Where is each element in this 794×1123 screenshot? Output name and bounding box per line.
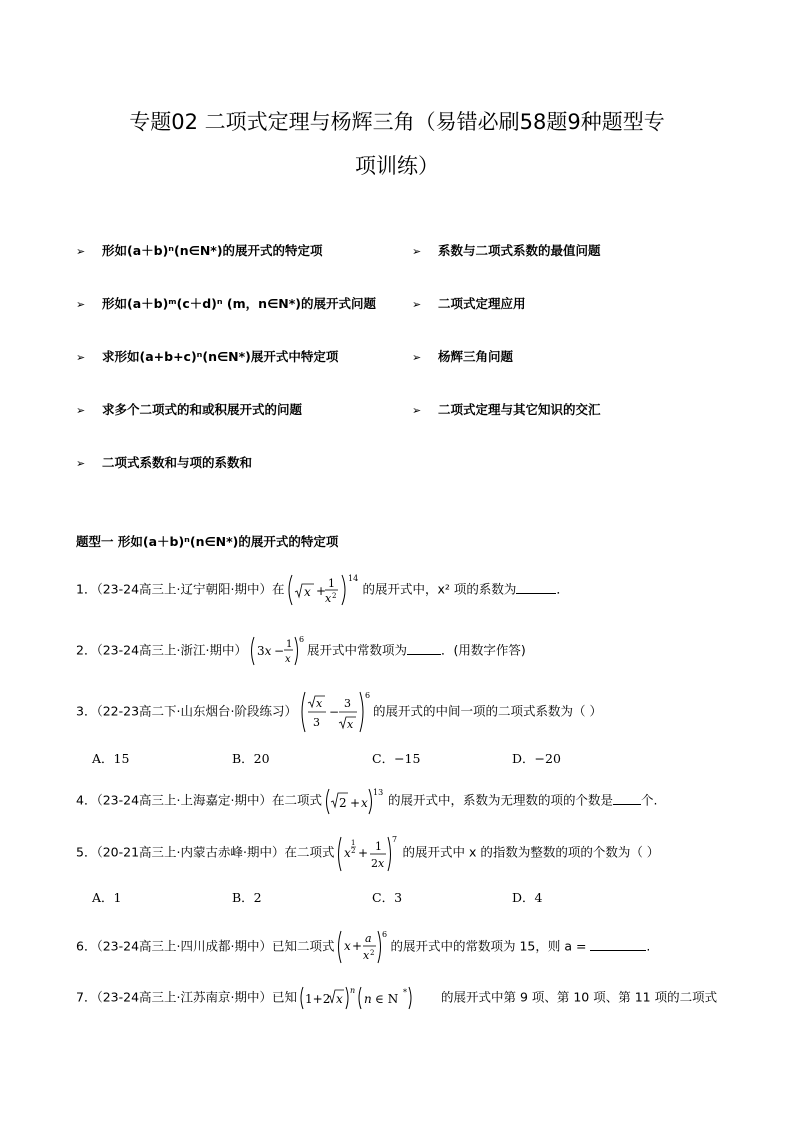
svg-text:x: x — [315, 697, 323, 710]
answer-blank[interactable] — [590, 938, 646, 951]
svg-text:*: * — [402, 988, 407, 997]
option-d[interactable]: D．−20 — [512, 751, 561, 766]
svg-text:1+2: 1+2 — [304, 992, 331, 1006]
svg-text:x: x — [304, 585, 312, 599]
svg-text:6: 6 — [298, 635, 305, 644]
svg-text:n: n — [363, 992, 372, 1006]
formula-q6 — [336, 929, 388, 965]
svg-text:a: a — [365, 932, 373, 945]
svg-text:+: + — [352, 939, 363, 953]
svg-text:x: x — [344, 846, 352, 860]
svg-text:x: x — [346, 718, 354, 731]
arrow-icon: ➢ — [76, 298, 86, 311]
page-title: 专题02 二项式定理与杨辉三角（易错必刷58题9种题型专 项训练） — [129, 110, 665, 178]
formula-q2 — [249, 635, 305, 667]
svg-text:x: x — [344, 939, 352, 953]
svg-text:6: 6 — [364, 691, 371, 700]
svg-text:+: + — [316, 584, 327, 598]
formula-q3 — [299, 690, 371, 734]
answer-blank[interactable] — [516, 581, 556, 594]
svg-text:∈ N: ∈ N — [374, 992, 399, 1006]
answer-blank[interactable] — [407, 642, 441, 655]
question-7: 7．（23-24高三上·江苏南京·期中）已知 1+2 x n n ∈ N * 的展开式中第 9 项、第 10 项、第 11 项的二项式 — [76, 985, 717, 1011]
formula-q7 — [299, 985, 439, 1011]
option-b[interactable]: B．2 — [232, 890, 262, 905]
arrow-icon: ➢ — [412, 404, 422, 417]
formula-q1 — [286, 573, 360, 607]
arrow-icon: ➢ — [76, 457, 86, 470]
svg-text:2: 2 — [351, 847, 356, 855]
svg-text:3: 3 — [343, 697, 351, 710]
svg-text:x: x — [335, 992, 343, 1006]
formula-q5 — [336, 833, 400, 873]
svg-text:7: 7 — [392, 835, 398, 844]
question-5: 5．（20-21高三上·内蒙古赤峰·期中）在二项式 x 1 2 + 1 2x 7 的展开式中 x 的指数为整数的项的个数为（ ） — [76, 833, 659, 873]
question-4: 4．（23-24高三上·上海嘉定·期中）在二项式 2 + x 13 的展开式中，系数为无理数的项的个数是 个. — [76, 787, 657, 815]
svg-text:1: 1 — [375, 840, 383, 853]
toc-item[interactable]: ➢ 形如(a＋b)ⁿ(n∈N*)的展开式的特定项 — [76, 243, 323, 258]
svg-text:+: + — [349, 796, 361, 810]
toc-item[interactable]: ➢ 杨辉三角问题 — [412, 349, 514, 364]
option-c[interactable]: C．3 — [372, 890, 403, 905]
svg-text:13: 13 — [372, 788, 384, 797]
svg-text:14: 14 — [348, 574, 359, 583]
options-q5 — [92, 888, 652, 906]
svg-text:1: 1 — [285, 639, 293, 650]
toc-item[interactable]: ➢ 二项式定理与其它知识的交汇 — [412, 402, 601, 417]
arrow-icon: ➢ — [412, 351, 422, 364]
svg-text:1: 1 — [351, 839, 356, 847]
svg-text:x: x — [325, 592, 332, 605]
svg-text:2: 2 — [332, 592, 337, 600]
option-c[interactable]: C．−15 — [372, 751, 421, 766]
toc-item[interactable]: ➢ 求形如(a+b+c)ⁿ(n∈N*)展开式中特定项 — [76, 349, 339, 364]
svg-text:6: 6 — [382, 930, 388, 939]
svg-text:x: x — [360, 796, 368, 810]
answer-blank[interactable] — [613, 792, 641, 805]
svg-text:−: − — [328, 705, 340, 719]
svg-text:2: 2 — [338, 796, 347, 810]
option-d[interactable]: D．4 — [512, 890, 543, 905]
svg-text:x: x — [284, 654, 291, 665]
option-a[interactable]: A．1 — [92, 890, 122, 905]
arrow-icon: ➢ — [412, 298, 422, 311]
formula-q4 — [324, 787, 386, 815]
toc-item[interactable]: ➢ 二项式定理应用 — [412, 296, 526, 311]
toc-item[interactable]: ➢ 系数与二项式系数的最值问题 — [412, 243, 601, 258]
option-a[interactable]: A．15 — [92, 751, 130, 766]
arrow-icon: ➢ — [412, 245, 422, 258]
option-b[interactable]: B．20 — [232, 751, 270, 766]
question-2: 2．（23-24高三上·浙江·期中） 3x − 1 x 6 展开式中常数项为 ．(用数字作答) — [76, 635, 526, 665]
section-title: 题型一 形如(a＋b)ⁿ(n∈N*)的展开式的特定项 — [76, 534, 339, 549]
question-1: 1．（23-24高三上·辽宁朝阳·期中）在 x + 1 x 2 14 的展开式中，x² 项的系数为 ． — [76, 574, 569, 605]
toc-item[interactable]: ➢ 求多个二项式的和或积展开式的问题 — [76, 402, 303, 417]
svg-text:+: + — [358, 846, 369, 860]
svg-text:x: x — [363, 949, 370, 962]
arrow-icon: ➢ — [76, 245, 86, 258]
svg-text:3: 3 — [312, 716, 320, 729]
svg-text:2x: 2x — [371, 857, 385, 870]
toc-item[interactable]: ➢ 二项式系数和与项的系数和 — [76, 455, 253, 470]
question-3: 3．（22-23高二下·山东烟台·阶段练习） x 3 − 3 x 6 的展开式的中间一项的二项式系数为（ ） — [76, 690, 602, 734]
arrow-icon: ➢ — [76, 351, 86, 364]
question-6: 6．（23-24高三上·四川成都·期中）已知二项式 x + a x 2 6 的展开式中的常数项为 15，则 a = . — [76, 929, 650, 965]
toc-item[interactable]: ➢ 形如(a＋b)ᵐ(c＋d)ⁿ (m，n∈N*)的展开式问题 — [76, 296, 376, 311]
svg-text:−: − — [273, 644, 285, 658]
svg-text:3x: 3x — [256, 644, 272, 658]
svg-text:n: n — [349, 986, 356, 995]
options-q3 — [92, 749, 652, 767]
svg-text:1: 1 — [328, 577, 336, 590]
arrow-icon: ➢ — [76, 404, 86, 417]
svg-text:2: 2 — [370, 949, 375, 957]
